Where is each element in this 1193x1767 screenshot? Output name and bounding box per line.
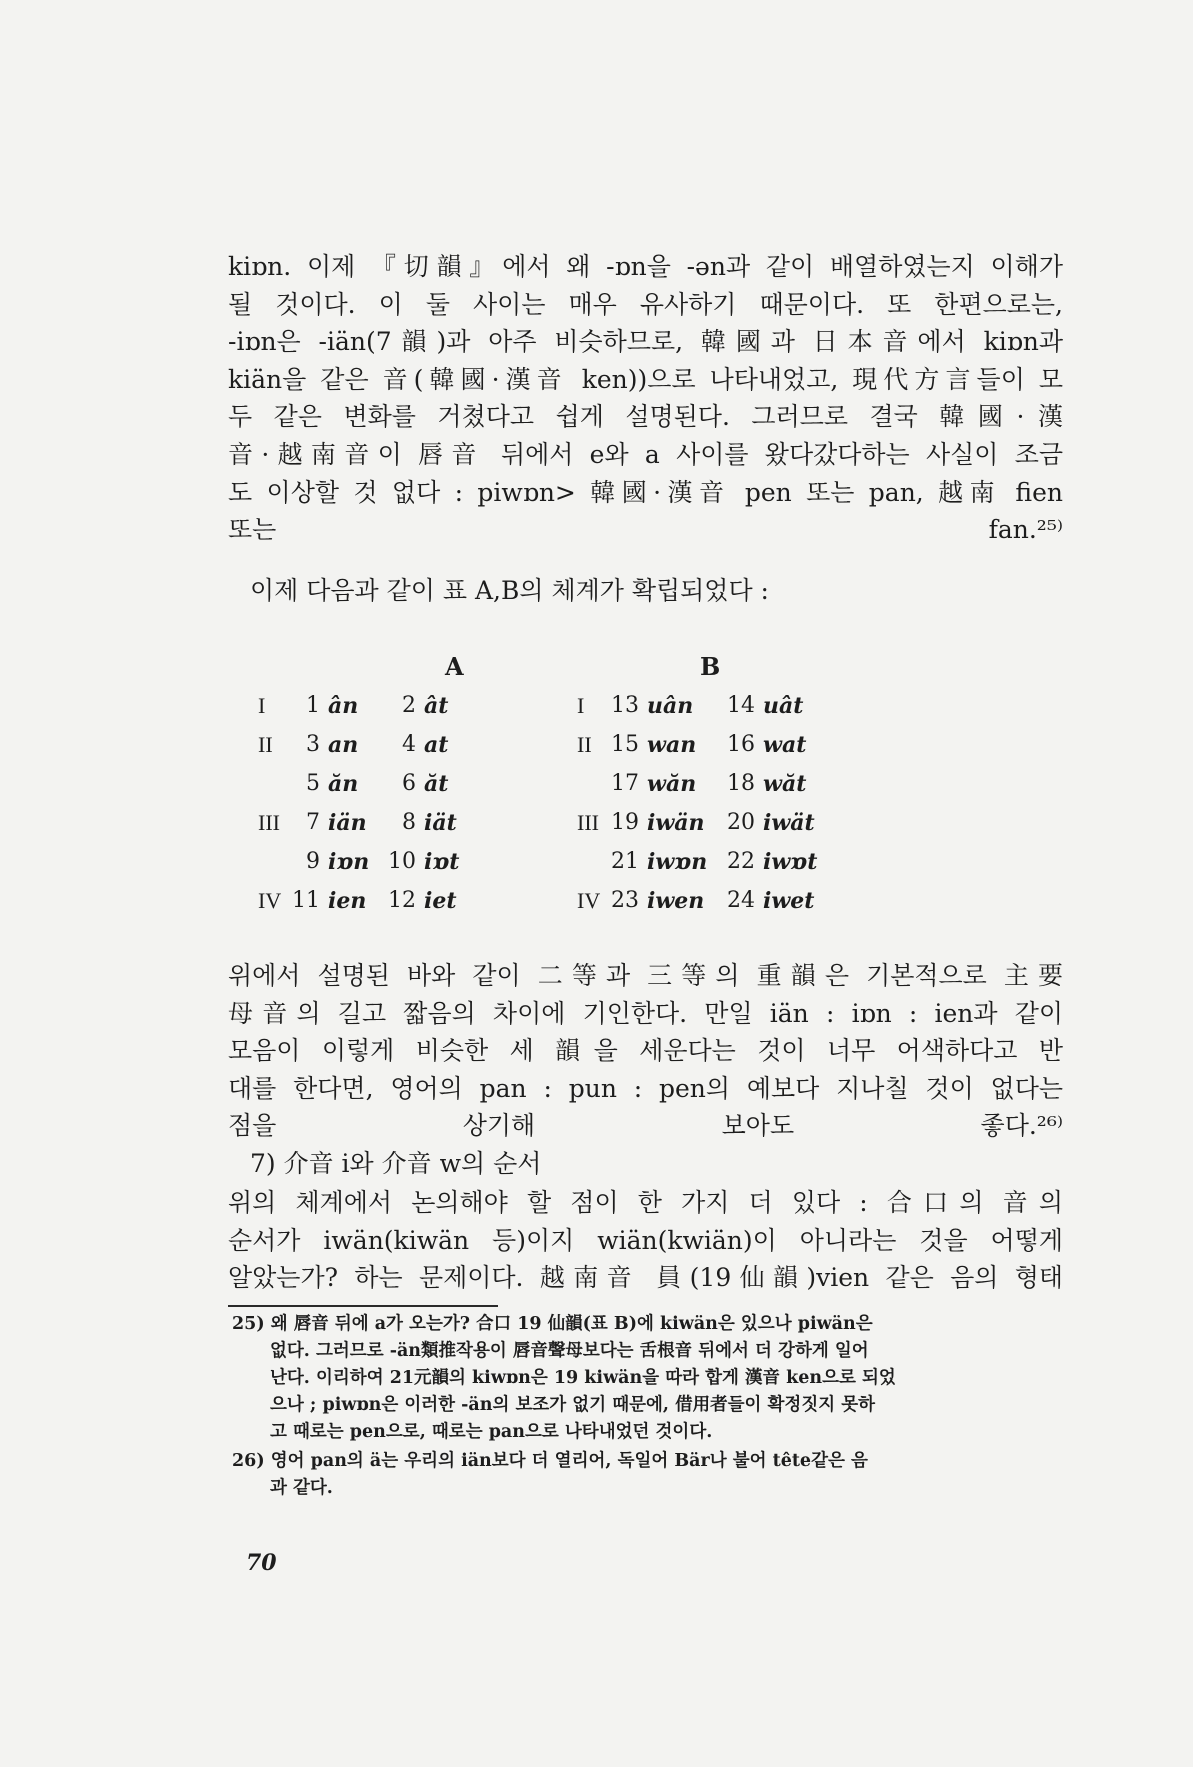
- rhyme-form: iän: [328, 809, 367, 836]
- rhyme-number: 17: [611, 771, 639, 796]
- rhyme-form: iwen: [647, 887, 705, 914]
- rank-division: I: [577, 692, 585, 718]
- rank-division: II: [258, 731, 273, 757]
- footnote-divider: [228, 1305, 498, 1307]
- text-line: kiɒn. 이제 『切韻』에서 왜 -ɒn을 -ən과 같이 배열하였는지 이해가: [228, 252, 1063, 281]
- table-row: [258, 803, 459, 842]
- rhyme-number: 14: [727, 693, 755, 718]
- paragraph-medial-order: [228, 1184, 1063, 1297]
- text-line: 될 것이다. 이 둘 사이는 매우 유사하기 때문이다. 또 한편으로는,: [228, 289, 1063, 319]
- rhyme-form: iɒn: [328, 848, 370, 875]
- table-a-title: A: [445, 652, 464, 681]
- rhyme-form: iwɒn: [647, 848, 708, 875]
- rhyme-number: 15: [611, 732, 639, 757]
- rhyme-form: ân: [328, 692, 359, 719]
- rank-division: [258, 764, 292, 803]
- rhyme-form: ien: [328, 887, 367, 914]
- footnote-line: 26) 영어 pan의 ä는 우리의 iän보다 더 열리어, 독일어 Bär나 불어 tête같은 음: [232, 1451, 868, 1471]
- rhyme-form: uân: [647, 692, 694, 719]
- intro-paragraph: [228, 248, 1063, 549]
- rhyme-form: iwän: [647, 809, 705, 836]
- rhyme-number: 23: [611, 888, 639, 913]
- rank-division: [258, 842, 292, 881]
- rhyme-number: 10: [388, 849, 416, 874]
- rhyme-number: 11: [292, 888, 320, 913]
- rhyme-form: an: [328, 731, 359, 758]
- text-line: 또는 fan.²⁵⁾: [228, 515, 1063, 545]
- rank-division: III: [577, 809, 599, 835]
- rhyme-table-b: [577, 686, 817, 920]
- table-row: [258, 686, 459, 725]
- rhyme-form: iwät: [763, 809, 815, 836]
- text-line: 순서가 iwän(kiwän 등)이지 wiän(kwiän)이 아니라는 것을 어떻게: [228, 1225, 1063, 1255]
- rhyme-number: 13: [611, 693, 639, 718]
- text-line: 점을 상기해 보아도 좋다.²⁶⁾: [228, 1111, 1063, 1141]
- rhyme-number: 12: [388, 888, 416, 913]
- footnote-line: 으나 ; piwɒn은 이러한 -än의 보조가 없기 때문에, 借用者들이 확정짓지 못하: [270, 1395, 876, 1415]
- rank-division: III: [258, 809, 280, 835]
- rhyme-form: ăn: [328, 770, 359, 797]
- footnote-line: 25) 왜 唇音 뒤에 a가 오는가? 合口 19 仙韻(표 B)에 kiwän은 있으나 piwän은: [232, 1314, 873, 1334]
- page-number: 70: [246, 1550, 277, 1576]
- rhyme-number: 9: [306, 849, 320, 874]
- rank-division: IV: [577, 887, 601, 913]
- rhyme-number: 2: [402, 693, 416, 718]
- table-row: [577, 686, 817, 725]
- text-line: 音·越南音이 唇音 뒤에서 e와 a 사이를 왔다갔다하는 사실이 조금: [228, 439, 1063, 469]
- table-row: [258, 842, 459, 881]
- rhyme-form: at: [424, 731, 449, 758]
- table-row: [577, 881, 817, 920]
- rhyme-number: 24: [727, 888, 755, 913]
- text-line: 알았는가? 하는 문제이다. 越南音 員(19仙韻)vien 같은 음의 형태: [228, 1263, 1063, 1293]
- rank-division: [577, 842, 611, 881]
- rhyme-form: iwɒt: [763, 848, 818, 875]
- text-line: 母音의 길고 짧음의 차이에 기인한다. 만일 iän : iɒn : ien과 같이: [228, 998, 1063, 1028]
- table-intro-sentence: 이제 다음과 같이 표 A,B의 체계가 확립되었다 :: [250, 576, 769, 605]
- rhyme-table-a: [258, 686, 459, 920]
- rhyme-number: 1: [306, 693, 320, 718]
- rhyme-form: iɒt: [424, 848, 460, 875]
- rhyme-number: 8: [402, 810, 416, 835]
- footnote-26: [232, 1448, 1062, 1502]
- rhyme-form: wat: [763, 731, 807, 758]
- rhyme-form: iwet: [763, 887, 815, 914]
- text-line: -iɒn은 -iän(7韻)과 아주 비슷하므로, 韓國과 日本音에서 kiɒn과: [228, 327, 1063, 357]
- rhyme-number: 21: [611, 849, 639, 874]
- rhyme-number: 20: [727, 810, 755, 835]
- rhyme-form: wăt: [763, 770, 807, 797]
- rhyme-form: wan: [647, 731, 697, 758]
- rhyme-form: ăt: [424, 770, 449, 797]
- rhyme-number: 6: [402, 771, 416, 796]
- footnote-line: 과 같다.: [270, 1478, 333, 1498]
- rhyme-form: iet: [424, 887, 457, 914]
- text-line: 대를 한다면, 영어의 pan : pun : pen의 예보다 지나칠 것이 없다는: [228, 1073, 1063, 1103]
- rhyme-form: ât: [424, 692, 449, 719]
- text-line: 두 같은 변화를 거쳤다고 쉽게 설명된다. 그러므로 결국 韓國·漢: [228, 402, 1063, 432]
- rhyme-number: 5: [306, 771, 320, 796]
- rhyme-number: 19: [611, 810, 639, 835]
- table-row: [577, 842, 817, 881]
- footnote-25: [232, 1311, 1062, 1446]
- table-row: [258, 881, 459, 920]
- rhyme-number: 16: [727, 732, 755, 757]
- table-row: [258, 764, 459, 803]
- rank-division: IV: [258, 887, 282, 913]
- rhyme-form: wăn: [647, 770, 697, 797]
- section-heading: 7) 介音 i와 介音 w의 순서: [250, 1149, 542, 1178]
- table-b-title: B: [700, 652, 721, 681]
- text-line: kiän을 같은 音(韓國·漢音 ken))으로 나타내었고, 現代方言들이 모: [228, 364, 1063, 394]
- paragraph-rhyme-explanation: [228, 957, 1063, 1145]
- text-line: 위의 체계에서 논의해야 할 점이 한 가지 더 있다 : 合口의 音의: [228, 1188, 1063, 1217]
- table-row: [577, 764, 817, 803]
- rhyme-number: 7: [306, 810, 320, 835]
- rank-division: II: [577, 731, 592, 757]
- table-row: [258, 725, 459, 764]
- rhyme-form: uât: [763, 692, 804, 719]
- footnote-line: 난다. 이리하여 21元韻의 kiwɒn은 19 kiwän을 따라 합게 漢音 ken으로 되었: [270, 1368, 896, 1388]
- footnote-line: 고 때로는 pen으로, 때로는 pan으로 나타내었던 것이다.: [270, 1422, 713, 1442]
- table-row: [577, 725, 817, 764]
- text-line: 위에서 설명된 바와 같이 二等과 三等의 重韻은 기본적으로 主要: [228, 961, 1063, 990]
- rhyme-number: 3: [306, 732, 320, 757]
- rhyme-number: 4: [402, 732, 416, 757]
- rhyme-number: 18: [727, 771, 755, 796]
- text-line: 모음이 이렇게 비슷한 세 韻을 세운다는 것이 너무 어색하다고 반: [228, 1036, 1063, 1066]
- table-row: [577, 803, 817, 842]
- footnote-line: 없다. 그러므로 -än類推작용이 唇音聲母보다는 舌根音 뒤에서 더 강하게 일어: [270, 1341, 869, 1361]
- rhyme-form: iät: [424, 809, 457, 836]
- rhyme-number: 22: [727, 849, 755, 874]
- text-line: 도 이상할 것 없다 : piwɒn> 韓國·漢音 pen 또는 pan, 越南 fien: [228, 477, 1063, 507]
- rank-division: [577, 764, 611, 803]
- rank-division: I: [258, 692, 266, 718]
